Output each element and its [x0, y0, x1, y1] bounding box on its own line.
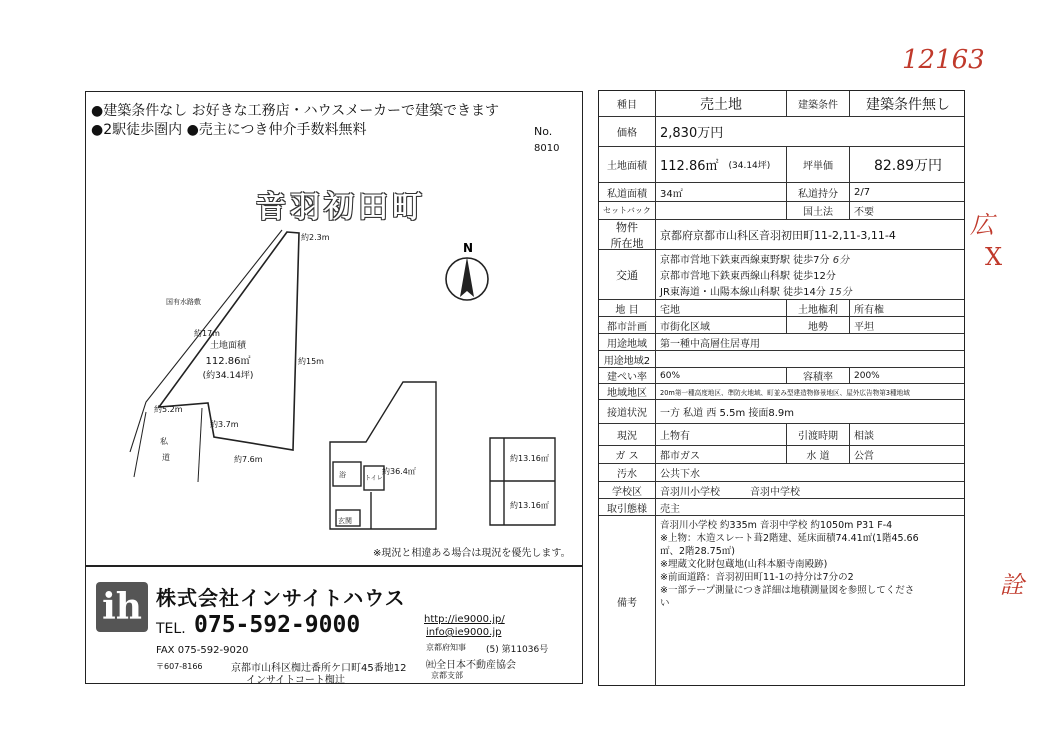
value-remarks [656, 516, 966, 686]
company-email[interactable]: info@ie9000.jp [426, 627, 502, 638]
value-type: 売土地 [656, 91, 787, 116]
label-terrain: 地勢 [787, 317, 850, 333]
value-address: 京都府京都市山科区音羽初田町11-2,11-3,11-4 [660, 228, 896, 242]
license-authority: 京都府知事 [426, 643, 466, 652]
company-url[interactable]: http://ie9000.jp/ [424, 614, 505, 625]
handwritten-mark-2: X [985, 243, 1003, 271]
compass-letter: N [463, 241, 474, 255]
label-building-condition: 建築条件 [787, 91, 850, 116]
value-building-condition: 建築条件無し [866, 96, 950, 113]
label-type: 種目 [599, 91, 656, 116]
dimension-label: 約17m [194, 329, 220, 338]
bath [333, 462, 361, 486]
remark-line: ※一部テープ測量につき詳細は地積測量図を参照してくださ [660, 585, 915, 596]
label-school: 学校区 [599, 482, 656, 498]
value-road-access: 一方 私道 西 5.5m 接面8.9m [660, 408, 795, 419]
transport-line: 京都市営地下鉄東西線山科駅 徒歩12分 [660, 270, 836, 282]
company-fax: FAX 075-592-9020 [156, 645, 249, 656]
company-postal: 〒607-8166 [156, 662, 203, 671]
handwritten-transport-note: 15分 [829, 287, 852, 299]
label-private-road-share: 私道持分 [787, 183, 850, 201]
listing-number-value: 8010 [534, 143, 560, 154]
listing-panel [85, 91, 583, 566]
value-gas: 都市ガス [656, 446, 787, 463]
value-floor-area-ratio: 200% [854, 370, 880, 381]
label-water: 水 道 [787, 446, 850, 463]
site-plan [86, 92, 581, 562]
dimension-label: 約3.7m [210, 420, 239, 429]
room-area-label: 約13.16㎡ [510, 501, 549, 510]
road-edge-right [198, 408, 202, 482]
label-zoning-2: 用途地域2 [599, 351, 656, 367]
value-price: 2,830万円 [660, 126, 724, 141]
listing-number-label: No. [534, 125, 553, 138]
label-national-land-act: 国土法 [787, 202, 850, 219]
company-address: 京都市山科区椥辻番所ケ口町45番地12 [231, 663, 407, 674]
dimension-label: 約15m [298, 357, 324, 366]
label-price: 価格 [599, 117, 656, 146]
value-sewage: 公共下水 [660, 469, 700, 480]
label-gas: ガ ス [599, 446, 656, 463]
license-number: (5) 第11036号 [486, 645, 549, 655]
tel-label: TEL. [156, 621, 186, 637]
land-area-tsubo: (34.14坪) [728, 161, 771, 171]
label-delivery: 引渡時期 [787, 424, 850, 445]
label-setback: セットバック [599, 202, 656, 219]
transport-line: 京都市営地下鉄東西線東野駅 徒歩7分 6分 [660, 254, 850, 266]
compass-icon [446, 257, 488, 300]
area-title: 音羽初田町 [256, 190, 426, 225]
property-info-table [598, 90, 965, 686]
value-transaction: 売主 [660, 503, 680, 515]
bath-label: 浴 [339, 471, 346, 479]
company-name: 株式会社インサイトハウス [156, 586, 406, 610]
canal-label: 国有水路敷 [166, 298, 201, 306]
handwritten-number: 12163 [902, 45, 985, 75]
area-tsubo: (約34.14坪) [202, 371, 254, 381]
value-transport [656, 250, 966, 299]
remark-line: 音羽川小学校 約335m 音羽中学校 約1050m P31 F-4 [660, 520, 893, 531]
label-district: 地域地区 [599, 384, 656, 399]
value-city-plan: 市街化区域 [656, 317, 787, 333]
canal-edge [130, 230, 282, 452]
school-junior: 音羽中学校 [750, 486, 800, 498]
address-label-line: 所在地 [610, 236, 644, 249]
label-unit-price: 坪単価 [787, 147, 850, 182]
label-remarks: 備考 [599, 516, 656, 686]
disclaimer: ※現況と相違ある場合は現況を優先します。 [373, 548, 571, 559]
feature-line: ●2駅徒歩圏内 ●売主につき仲介手数料無料 [91, 122, 367, 138]
room-area-label: 約36.4㎡ [382, 467, 416, 476]
remark-line: ㎡、2階28.75㎡) [660, 546, 735, 557]
address-label-line: 物件 [616, 220, 638, 234]
value-national-land-act: 不要 [854, 207, 874, 218]
floor-plan-first [330, 382, 436, 529]
label-building-coverage: 建ぺい率 [599, 368, 656, 383]
value-private-road-area: 34㎡ [656, 183, 787, 201]
value-land-category: 宅地 [656, 300, 787, 316]
company-logo [96, 582, 148, 632]
remark-line: い [660, 598, 670, 609]
value-land-right: 所有権 [854, 304, 884, 316]
value-water: 公営 [854, 451, 874, 462]
feature-line: ●建築条件なし お好きな工務店・ハウスメーカーで建築できます [91, 103, 499, 119]
value-zoning-2 [656, 351, 966, 367]
value-school [656, 482, 966, 498]
label-road-access: 接道状況 [599, 400, 656, 423]
value-current-status: 上物有 [656, 424, 787, 445]
value-district: 20m第一種高度地区、準防火地域、町並み型建造物修景地区、屋外広告物第3種地域 [660, 388, 910, 397]
entrance-label: 玄関 [338, 517, 352, 525]
value-building-coverage: 60% [656, 368, 787, 383]
handwritten-mark-3: 詮 [1000, 571, 1024, 599]
remark-line: ※前面道路：音羽初田町11-1の持分は7分の2 [660, 572, 854, 583]
dimension-label: 約7.6m [234, 455, 263, 464]
road-label: 私 [160, 437, 168, 446]
value-setback [656, 202, 787, 219]
dimension-label: 約2.3m [301, 233, 330, 242]
value-private-road-share: 2/7 [854, 186, 871, 198]
remark-line: ※埋蔵文化財包蔵地(山科本願寺南殿跡) [660, 559, 828, 570]
value-unit-price: 82.89万円 [873, 157, 943, 174]
company-logo-text: ih [102, 586, 142, 628]
value-delivery: 相談 [854, 431, 874, 442]
value-terrain: 平坦 [854, 321, 874, 333]
label-floor-area-ratio: 容積率 [787, 368, 850, 383]
label-city-plan: 都市計画 [599, 317, 656, 333]
handwritten-mark-1: 広 [970, 211, 994, 239]
value-land-area [656, 147, 787, 182]
label-address [599, 220, 656, 249]
label-zoning: 用途地域 [599, 334, 656, 350]
association-branch: 京都支部 [431, 671, 463, 680]
room-area-label: 約13.16㎡ [510, 454, 549, 463]
transport-line: JR東海道・山陽本線山科駅 徒歩14分 15分 [660, 287, 852, 299]
company-panel [85, 566, 583, 684]
label-land-category: 地 目 [599, 300, 656, 316]
label-land-right: 土地権利 [787, 300, 850, 316]
label-current-status: 現況 [599, 424, 656, 445]
label-sewage: 汚水 [599, 464, 656, 481]
label-private-road-area: 私道面積 [599, 183, 656, 201]
handwritten-transport-note: 6分 [832, 254, 850, 266]
land-area-sqm: 112.86㎡ [660, 159, 719, 174]
school-elementary: 音羽川小学校 [660, 486, 720, 498]
trade-association: ㈳全日本不動産協会 [426, 660, 516, 671]
dimension-label: 約5.2m [154, 405, 183, 414]
label-transaction: 取引態様 [599, 499, 656, 515]
label-transport: 交通 [599, 250, 656, 299]
value-zoning: 第一種中高層住居専用 [660, 338, 760, 350]
remark-line: ※上物：木造スレート葺2階建、延床面積74.41㎡(1階45.66 [660, 533, 919, 544]
toilet-label: トイレ [365, 475, 383, 482]
company-building: インサイトコート椥辻 [246, 675, 345, 686]
area-heading: 土地面積 [209, 341, 247, 351]
area-value: 112.86㎡ [205, 356, 251, 367]
road-label: 道 [162, 453, 170, 462]
company-tel[interactable]: 075-592-9000 [194, 612, 361, 638]
label-land-area: 土地面積 [599, 147, 656, 182]
